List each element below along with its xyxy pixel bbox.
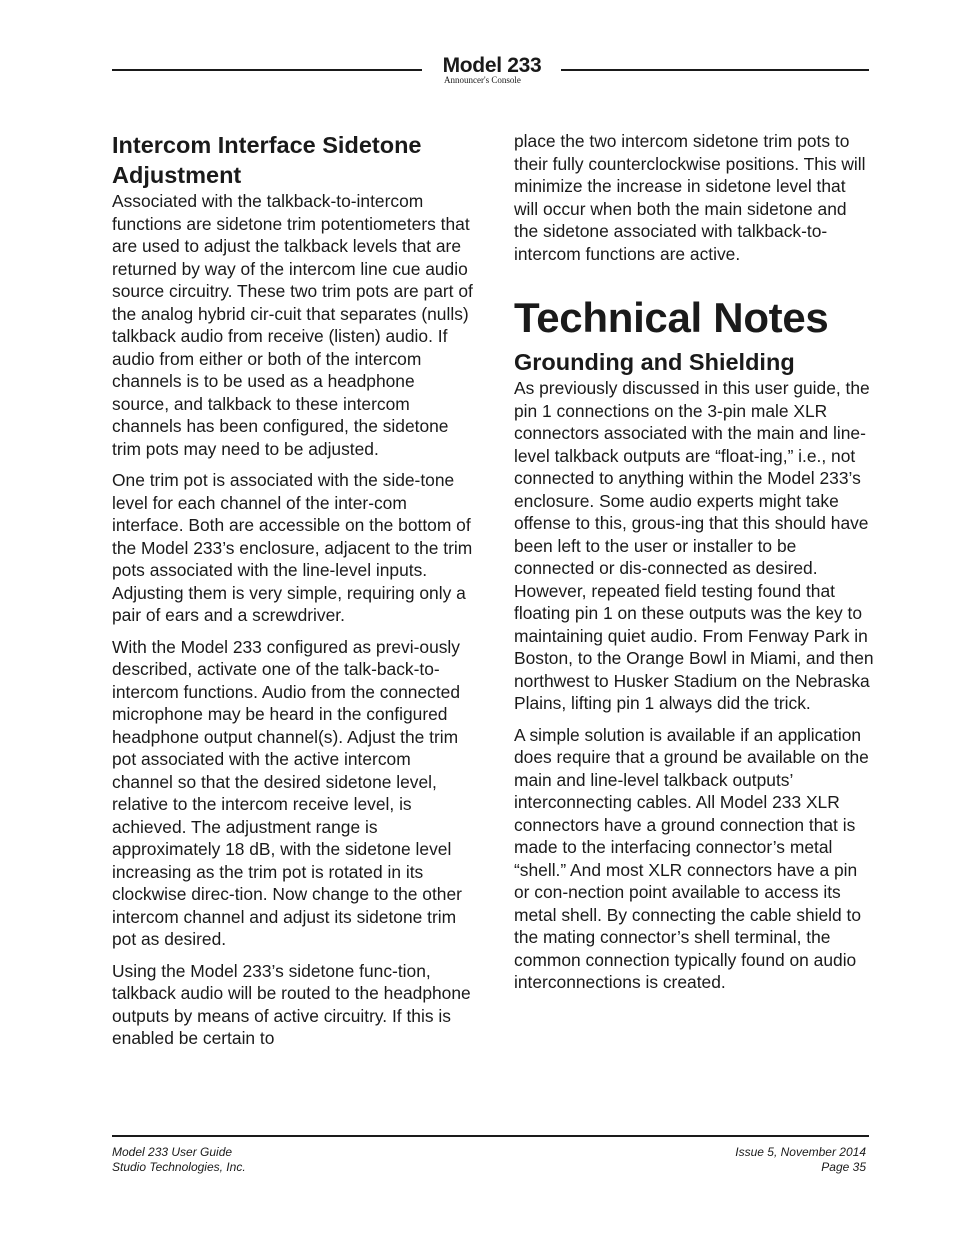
section-title: Technical Notes [514,294,829,341]
header-logo [430,55,554,85]
footer-left [112,1145,246,1175]
left-column [112,130,474,1059]
right-column [514,130,874,1003]
body-paragraph: With the Model 233 configured as previ-ously described, activate one of the talk-back-to-intercom functions. Audio from the connected microphone may be heard in the configured headphone output channel(s). Adjust the trim pot associated with the active intercom channel so that the desired sidetone level, relative to the intercom receive level, is achieved. The adjustment range is approximately 18 dB, with the sidetone level increasing as the trim pot is rotated in its clockwise direc-tion. Now change to the other intercom channel and adjust its sidetone trim pot as desired. [112,636,462,949]
header-title: Model 233 [442,54,542,77]
footer-page-number: Page 35 [821,1160,866,1174]
body-paragraph: Using the Model 233’s sidetone func-tion, talkback audio will be routed to the headphone outputs by means of active circuitry. If this is enabled be certain to [112,960,471,1048]
body-paragraph: Associated with the talkback-to-intercom functions are sidetone trim potentiometers that are used to adjust the talkback levels that are returned by way of the intercom line cue audio source circuitry. These two trim pots are part of the analog hybrid cir-cuit that separates (nulls) talkback audio from receive (listen) audio. If audio from either or both of the intercom channels is to be used as a headphone source, and talkback to these intercom channels has been configured, the sidetone trim pots may need to be adjusted. [112,191,473,459]
continued-paragraph: place the two intercom sidetone trim pots to their fully counterclockwise positions. This will minimize the increase in sidetone level that will occur when both the main sidetone and the sidetone associated with talkback-to-intercom functions are active. [514,131,866,264]
footer-right [735,1145,866,1175]
body-paragraph: A simple solution is available if an application does require that a ground be available on the main and line-level talkback outputs’ interconnecting cables. All Model 233 XLR connectors have a ground connection that is made to the interfacing connector’s metal “shell.” And most XLR connectors have a pin or con-nection point available to access its metal shell. By connecting the cable shield to the mating connector’s shell terminal, the common connection typically found on audio interconnections is created. [514,724,869,992]
sidetone-adjustment-heading: Intercom Interface Sidetone Adjustment [112,132,422,188]
footer-rule [112,1135,869,1137]
header-subtitle: Announcer's Console [444,75,521,85]
body-paragraph: One trim pot is associated with the side-tone level for each channel of the inter-com interface. Both are accessible on the bottom of the Model 233’s enclosure, adjacent to the trim pots associated with the line-level inputs. Adjusting them is very simple, requiring only a pair of ears and a screwdriver. [112,470,473,625]
footer-issue: Issue 5, November 2014 [735,1145,866,1159]
header-rule-right [561,69,869,71]
footer-company: Studio Technologies, Inc. [112,1160,246,1174]
footer-guide-title: Model 233 User Guide [112,1145,233,1159]
body-paragraph: As previously discussed in this user guide, the pin 1 connections on the 3-pin male XLR connectors associated with the main and line-level talkback outputs are “float-ing,” i.e., not connected to anything within the Model 233’s enclosure. Some audio experts might take offense to this, grous-ing that this should have been left to the user or installer to be connected or dis-connected as desired. However, repeated field testing found that floating pin 1 on these outputs was the key to maintaining quiet audio. From Fenway Park in Boston, to the Orange Bowl in Miami, and then northwest to Husker Stadium on the Nebraska Plains, lifting pin 1 always did the trick. [514,378,874,713]
grounding-shielding-heading: Grounding and Shielding [514,349,795,375]
header-rule-left [112,69,422,71]
